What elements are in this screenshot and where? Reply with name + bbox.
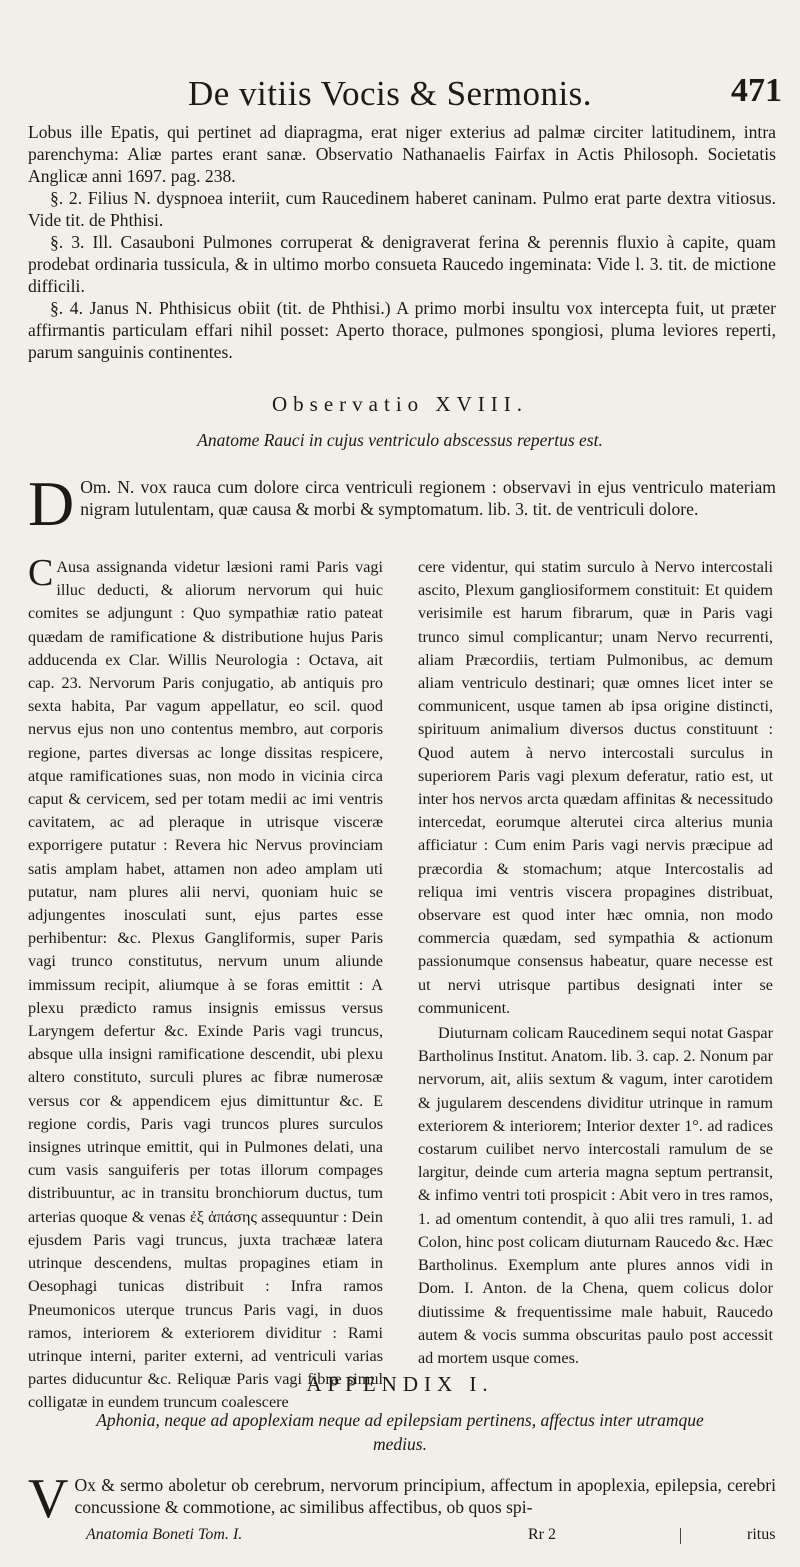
observatio-heading: Observatio XVIII. [272,392,528,416]
paragraph: Lobus ille Epatis, qui pertinet ad diapragma, erat niger exterius ad palmæ circiter latitudinem, intra parenchyma: Aliæ partes erant sanæ. Observatio Nathanaelis Fairfax in Actis Philosoph. Societatis Anglicæ anni 1697. pag. 238. [28,122,776,186]
right-column-paragraph: Diuturnam colicam Raucedinem sequi notat Gaspar Bartholinus Institut. Anatom. lib. 3. cap. 2. Nonum par nervorum, ait, aliis sextum & vagum, inter carotidem & jugularem descendens dividitur utrinque in ramum exteriorem & interiorem; Interior dexter 1°. ad radices costarum cuilibet nervo intercostali ramulum de se largitur, deinde cum arteria magna septum pertransit, & infimo ventri toti prospicit : Abit vero in tres ramos, 1. ad omentum contendit, à quo alii tres ramuli, 1. ad Colon, hinc post colicam diuturnam Raucedo &c. Hæc Bartholinus. Exemplum ante plures annos vidi in Dom. I. Anton. de la Chena, quem colicus dolor diutissime & frequentissime male habuit, Raucedo autem & vocis summa obscuritas paulo post accessit ad mortem usque comes. [418,1024,773,1367]
footer-signature: Anatomia Boneti Tom. I. [86,1526,243,1543]
catchword: ritus [747,1526,776,1543]
page-header [0,72,800,124]
appendix-heading: APPENDIX I. [306,1372,494,1396]
page-footer [0,1526,800,1556]
running-title: De vitiis Vocis & Sermonis. [188,74,593,113]
drop-capital: V [28,1468,69,1530]
appendix-text: Ox & sermo aboletur ob cerebrum, nervorum principium, affectum in apoplexia, epilepsia, cerebri concussione & commotione, ac similibus affectibus, ob quos spi- [74,1475,776,1517]
right-column-paragraph: cere videntur, qui statim surculo à Nervo intercostali ascito, Plexum gangliosiformem constituit: Et quidem verisimile est harum fibrarum, quæ in Paris vagi trunco simul complicantur; unam Nervo recurrenti, aliam Præcordiis, tertiam Pulmonibus, ac demum aliam ventriculo destinari; quæ omnes licet inter se communicent, usque tamen ab ipsa origine distincti, spirituum animalium diversos ductus constituunt : Quod autem à nervo intercostali surculus in superiorem Paris vagi plexum deferatur, ratio est, ut inter hos nervos arcta quædam affinitas & necessitudo intercedat, eorumque alterutei circa alterius munia afficiatur : Cum enim Paris vagi nervis præcipue ad præcordia & stomachum; atque Intercostalis ad reliqua imi ventris viscera propagines distribuat, observare est quod inter hæc omnia, non modo commercia quædam, sed sympathia & actionum passionumque consensus habeatur, quare necesse est ut nervi utrisque partibus designati inter se communicent. [418,558,773,1017]
observatio-intro [28,468,776,539]
appendix-text-block [28,1468,776,1530]
left-column-text: Ausa assignanda videtur læsioni rami Paris vagi illuc deducti, & aliorum nervorum qui huic comites se adjungunt : Quo sympathiæ ratio pateat quædam de ramificatione & distributione hujus Paris adducenda ex Clar. Willis Neurologia : Octava, ait cap. 23. Nervorum Paris conjugatio, ab antiquis pro sexta habita, Par vagum appellatur, eo scil. quod nervus ejus non uno contentus membro, aut corporis regione, partes diversas ac longe dissitas respicere, atque ramificationes suas, non modo in vicinia circa caput & cervicem, sed per totam medii ac imi ventris cavitatem, ac ad pleraque in utrisque visceræ exporrigere putatur : Revera hic Nervus provinciam satis amplam habet, attamen non adeo amplam uti putatur, nam plures alii nervi, quoniam huic se adjungentes inosculati sunt, ejus partes esse perhibentur: &c. Plexus Gangliformis, super Paris vagi trunco constitutus, nervum unum aliunde immissum recipit, aliumque à se foras emittit : A plexu prædicto ramus insignis emissus versus Laryngem defertur &c. Exinde Paris vagi truncus, absque ulla insigni ramificatione descendit, ubi plexu altero constituto, surculi plures ac fibræ numerosæ versus cor & appendicem ejus dimittuntur &c. E regione cordis, Paris vagi truncos plures surculos insignes utrinque emittit, qui in Pulmones delati, una cum vasis sanguiferis per totas illorum compages distribuuntur, ac in transitu bronchiorum ductus, tum arterias quoque & venas ἐξ ἀπάσης assequuntur : Dein ejusdem Paris vagi truncus, juxta trachææ latera utrinque descendens, multas propagines etiam in Oesophagi tunicas distribuit : Infra ramos Pneumonicos uterque truncus Paris vagi, in duos ramos, interiorem & exteriorem dividitur : Rami utrinque interni, pariter externi, ad ventriculi varias partes diducuntur &c. Reliquæ Paris vagi fibræ simul colligatæ in eundem truncum coalescere [28,558,383,1412]
right-column [418,556,773,1370]
left-column [28,552,383,1415]
observatio-subtitle: Anatome Rauci in cujus ventriculo abscessus repertus est. [197,430,603,450]
paragraph: §. 4. Janus N. Phthisicus obiit (tit. de Phthisi.) A primo morbi insultu vox intercepta fuit, ut præter affirmantis particulam effari nihil posset: Aperto thorace, pulmones spongiosi, pluma leviores reperti, parum sanguinis continentes. [28,298,776,362]
page-number: 471 [731,72,782,109]
appendix-subtitle: Aphonia, neque ad apoplexiam neque ad epilepsiam pertinens, affectus inter utramque medius. [96,1410,704,1454]
paragraph: §. 3. Ill. Casauboni Pulmones corruperat & denigraverat ferina & perennis fluxio à capite, quam prodebat ordinaria tussicula, & in ultimo morbo consueta Raucedo ingeminata: Vide l. 3. tit. de mictione difficili. [28,232,776,296]
divider [680,1528,681,1544]
drop-capital: D [28,468,75,539]
preceding-observations [28,121,776,363]
signature-mark: Rr 2 [528,1526,556,1543]
paragraph: §. 2. Filius N. dyspnoea interiit, cum Raucedinem haberet caninam. Pulmo erat parte dextra vitiosus. Vide tit. de Phthisi. [28,188,776,230]
intro-text: Om. N. vox rauca cum dolore circa ventriculi regionem : observavi in ejus ventriculo materiam nigram lutulentam, quæ causa & morbi & symptomatum. lib. 3. tit. de ventriculi dolore. [80,477,776,519]
drop-capital: C [28,552,54,594]
